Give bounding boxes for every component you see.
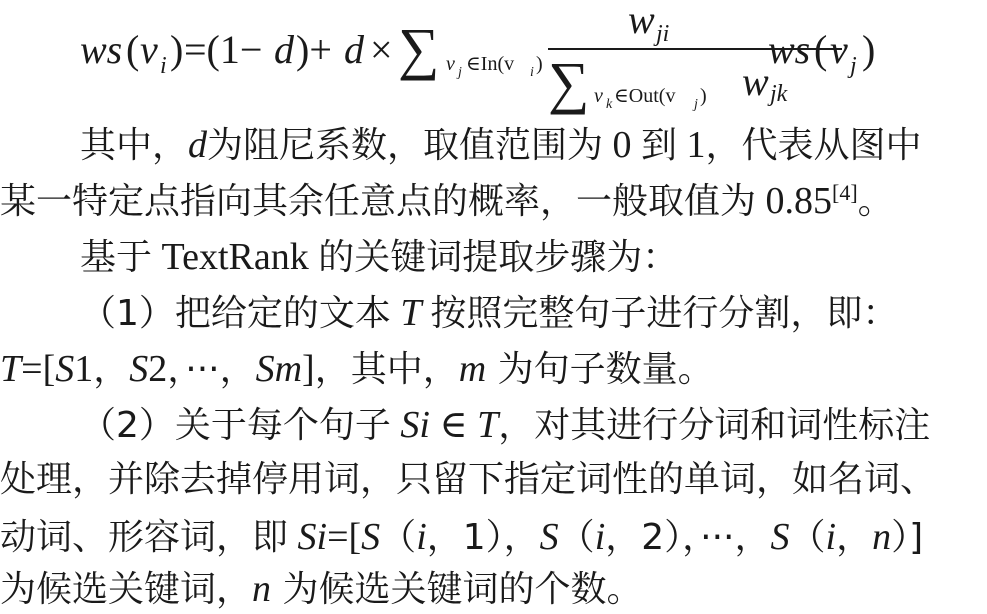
l5-2: 2 — [148, 348, 168, 390]
line-6-a: （2）关于每个句子 — [80, 405, 391, 446]
line-3 — [0, 238, 987, 276]
formula-lhs-open: ( — [126, 27, 140, 72]
formula-sum-sub-rest-sub: i — [530, 65, 534, 80]
l5-b: ，其中， — [314, 349, 459, 390]
formula-rhs-open: ( — [814, 27, 828, 72]
l5-S2: S — [129, 348, 149, 390]
l6-Si: Si — [390, 404, 440, 446]
formula-times: × — [370, 27, 393, 72]
l5-m: m — [458, 348, 487, 390]
formula-den-sub-rest-sub: j — [694, 97, 698, 112]
line-9-a: 为候选关键词， — [0, 569, 253, 610]
line-4-a: （1）把给定的文本 — [80, 293, 391, 334]
l8-S1: S — [361, 516, 381, 558]
formula-sum-symbol: ∑ — [398, 16, 440, 81]
formula-den-w: w — [742, 59, 769, 104]
l9-n: n — [252, 568, 272, 610]
formula-den-sub-v: v — [594, 85, 603, 107]
l5-Sm: Sm — [255, 348, 303, 390]
l8-n: n — [872, 516, 892, 558]
citation-ref: [4] — [832, 180, 858, 205]
line-1-one: 1 — [677, 124, 706, 166]
formula-sum-sub-close: ) — [536, 53, 543, 75]
line-4 — [0, 294, 987, 332]
line-6 — [0, 406, 987, 444]
line-1-g: ，代表从图中 — [705, 125, 922, 166]
l8-p3: （ — [789, 517, 826, 558]
formula-num-w: w — [628, 0, 655, 42]
formula-sum-sub-v: v — [446, 53, 455, 75]
formula-d1: d — [274, 27, 294, 72]
line-2 — [0, 182, 987, 220]
line-1-a: 其中， — [80, 125, 189, 166]
line-9-b: 为候选关键词的个数。 — [271, 569, 643, 610]
line-8-a: 动词、形容词，即 — [0, 517, 289, 558]
l5-c1: ， — [93, 349, 130, 390]
line-1-b: 为阻尼系数，取值范围为 — [207, 125, 604, 166]
line-4-b: 按照完整句子进行分割，即： — [430, 293, 899, 334]
l8-Si: Si — [288, 516, 328, 558]
var-T: T — [390, 292, 431, 334]
line-7 — [0, 459, 987, 500]
l8-i1: i — [416, 516, 427, 558]
formula-den-sub-close: ) — [700, 85, 707, 107]
formula-rhs-v-sub: j — [850, 53, 857, 79]
formula-equals: =(1− — [184, 27, 263, 72]
l8-p2: （ — [558, 517, 595, 558]
l8-c1: ，1） — [426, 517, 504, 558]
line-2-end: 。 — [857, 181, 894, 222]
l8-S3: S — [770, 516, 790, 558]
formula-plus: )+ — [296, 27, 332, 72]
l8-sep2: ，···， — [682, 517, 771, 558]
formula-lhs-v: v — [140, 27, 158, 72]
formula-rhs-v: v — [830, 27, 848, 72]
line-2-a: 某一特定点指向其余任意点的概率，一般取值为 — [0, 181, 757, 222]
l6-T: T — [477, 404, 499, 446]
formula-d2: d — [344, 27, 364, 72]
line-1-to: 到 — [641, 125, 678, 166]
l8-i3: i — [825, 516, 837, 558]
l5-c: 为句子数量。 — [486, 349, 714, 390]
formula-lhs-ws: ws — [80, 27, 123, 72]
line-7-text: 处理，并除去掉停用词，只留下指定词性的单词，如名词、 — [0, 459, 937, 500]
formula-sum-sub-v-sub: j — [458, 65, 462, 80]
l8-c4: ）] — [891, 517, 924, 558]
formula-rhs-ws: ws — [768, 27, 811, 72]
l8-i2: i — [594, 516, 606, 558]
l8-c2: ，2） — [605, 517, 683, 558]
formula-lhs-v-sub: i — [160, 53, 167, 79]
l5-1: 1 — [74, 348, 94, 390]
formula-lhs-close: ) — [170, 27, 184, 72]
formula-rhs-close: ) — [862, 27, 876, 72]
l5-S1: S — [55, 348, 75, 390]
l8-eq: =[ — [327, 516, 362, 558]
line-3-b: 的关键词提取步骤为： — [318, 237, 679, 278]
line-3-a: 基于 — [80, 237, 153, 278]
l5-eq: =[ — [21, 348, 56, 390]
line-6-b: ，对其进行分词和词性标注 — [498, 405, 931, 446]
l8-sep1: ， — [503, 517, 540, 558]
formula-sum-sub-rest: ∈In(v — [466, 53, 515, 75]
var-d: d — [188, 124, 208, 166]
textrank-term: TextRank — [152, 236, 319, 278]
formula-num-sub: ji — [656, 21, 670, 47]
l5-c2: ，···， — [167, 349, 256, 390]
l8-S2: S — [539, 516, 559, 558]
formula-den-sum-symbol: ∑ — [548, 50, 590, 115]
line-1 — [0, 126, 975, 164]
formula-den-sub-v-sub: k — [606, 97, 613, 112]
formula-den-w-sub: jk — [770, 81, 788, 107]
l8-p1: （ — [380, 517, 417, 558]
formula-den-sub-rest: ∈Out(v — [614, 85, 676, 107]
l5-close: ] — [302, 348, 315, 390]
l8-c3: ， — [836, 517, 873, 558]
line-8 — [0, 518, 987, 556]
line-5 — [0, 350, 987, 388]
line-1-zero: 0 — [603, 124, 642, 166]
l6-in: ∈ — [439, 404, 478, 446]
line-9 — [0, 570, 987, 608]
l5-T: T — [0, 348, 22, 390]
textrank-formula — [80, 0, 980, 120]
damping-value: 0.85 — [756, 180, 833, 222]
